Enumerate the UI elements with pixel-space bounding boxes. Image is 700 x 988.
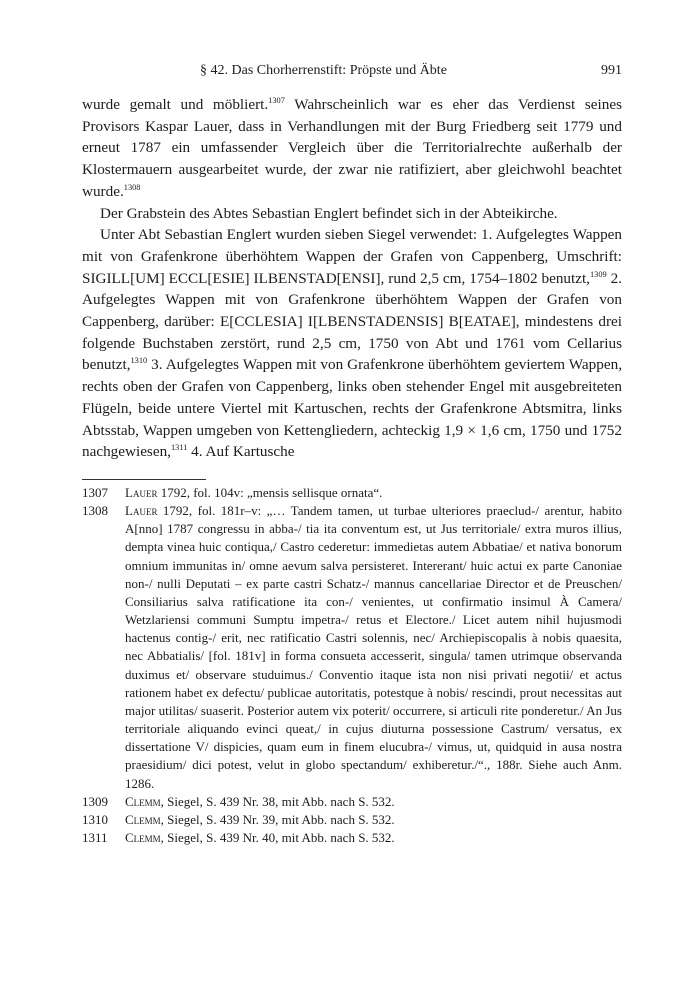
footnote-number: 1307 [82, 485, 108, 500]
text-run: 4. Auf Kartusche [187, 443, 295, 461]
footnote-number: 1311 [82, 829, 108, 845]
footnote-number: 1308 [82, 503, 108, 519]
footnote-author: Lauer [125, 485, 158, 500]
footnote [82, 793, 622, 811]
footnote-author: Lauer [125, 503, 158, 519]
footnote-author: Clemm [125, 811, 161, 827]
footnote [82, 484, 622, 502]
footnote-ref: 1309 [589, 269, 607, 279]
text-run: wurde gemalt und möbliert. [82, 96, 269, 113]
footnote-number: 1310 [82, 811, 108, 827]
footnote-text: , Siegel, S. 439 Nr. 40, mit Abb. nach S. 532. [160, 829, 395, 845]
footnote [82, 829, 622, 847]
running-title: § 42. Das Chorherrenstift: Pröpste und Äbte [200, 63, 447, 78]
page-number: 991 [601, 63, 622, 78]
text-run: 3. Aufgelegtes Wappen mit von Grafenkrone überhöhtem geviertem Wappen, rechts oben der Grafen von Cappenberg, links oben stehender Engel mit ausgebreiteten Flügeln, beide untere Viertel mit Kartuschen, rechts der Grafenkrone Abtsmitra, links Abtsstab, Wappen umgeben von Kettengliedern, achteckig 1,9 × 1,6 cm, 1750 und 1752 nachgewiesen, [82, 356, 622, 461]
paragraph [82, 94, 622, 203]
footnote-text: 1792, fol. 104v: „mensis sellisque ornata“. [157, 485, 383, 500]
footnote-ref: 1307 [268, 95, 285, 105]
text-run: Unter Abt Sebastian Englert wurden sieben Siegel verwendet: 1. Aufgelegtes Wappen mit von Grafenkrone überhöhtem Wappen der Grafen von Cappenberg, Umschrift: SIGILL[UM] ECCL[ESIE] ILBENSTAD[ENSI], rund 2,5 cm, 1754–1802 benutzt, [82, 226, 622, 287]
footnote-author: Clemm [125, 793, 161, 809]
footnotes [82, 484, 622, 847]
footnote-number: 1309 [82, 793, 108, 809]
footnote-ref: 1308 [123, 182, 141, 192]
footnote-text: , Siegel, S. 439 Nr. 39, mit Abb. nach S. 532. [160, 811, 395, 827]
running-header [82, 62, 622, 80]
footnote-text: , Siegel, S. 439 Nr. 38, mit Abb. nach S. 532. [160, 793, 395, 809]
footnote [82, 502, 622, 793]
paragraph [82, 224, 622, 463]
paragraph: Der Grabstein des Abtes Sebastian Englert befindet sich in der Abteikirche. [100, 204, 558, 222]
footnote-author: Clemm [125, 829, 161, 845]
text-run: 2. Aufgelegtes Wappen mit von Grafenkrone überhöhtem Wappen der Grafen von Cappenberg, darüber: E[CCLESIA] I[LBENSTADENSIS] B[EATAE], mindestens drei folgende Buchstaben zerstört, rund 2,5 cm, 1750 von Abt und 1761 vom Cellarius benutzt, [82, 269, 622, 374]
footnote-ref: 1311 [170, 443, 188, 453]
footnote [82, 811, 622, 829]
footnote-text: 1792, fol. 181r–v: „… Tandem tamen, ut turbae ulteriores praeclud-/ arentur, habito A[nno] 1787 congressu in abba-/ tia ita conventum est, ut Jus territoriale/ extra muros illius, dempta vinea huic contiqua,/ Castro cederetur: immedietas autem Abbatiae/ et nativa bonorum omnium immunitas in/ omne aevum salva persisteret. Intererant/ huic actui ex parte Canoniae non-/ nulli Deputati – ex parte castri Schatz-/ mannus cancellariae Director et de Preuschen/ Consiliarius salva ratificatione ita con-/ venientes, ut confirmatio insimul À Camera/ Wetzlariensi communi Sumptu impetra-/ retus et Electore./ Licet autem nihil hujusmodi hactenus contig-/ erit, nec ratificatio Castri solennis, nec/ Archiepiscopalis à nobis quaesita, nec Abbatialis/ [fol. 181v] in forma consueta accesserit, singula/ tamen utrimque observanda duximus et/ observare studuimus./ Conventio itaque ista non nisi privati negotii/ et actus rationem habet ex defectu/ publicae autoritatis, potestque à nobis/ rescindi, prout necessitas aut major utilitas/ suaserit. Posterior autem vix poterit/ occurrere, si articuli rite ponderetur./ An Jus territoriale aliquando evinci queat,/ in cujus diuturna possessione Castrum/ versatus, ex dissertatione V/ dispicies, quam eum in finem elucubra-/ vimus, ut, quidquid in ausa nostra praesidium/ dici potest, velut in globo spectandum/ exhiberetur./“., 188r. Siehe auch Anm. 1286. [125, 503, 622, 791]
footnote-ref: 1310 [130, 356, 148, 366]
footnote-divider [82, 479, 206, 480]
main-text [82, 94, 622, 463]
text-run: Wahrscheinlich war es eher das Verdienst seines Provisors Kaspar Lauer, dass in Verhandlungen mit der Burg Friedberg seit 1779 und erneut 1787 ein umfassender Vergleich über die Territorialrechte außerhalb der Klostermauern ausgearbeitet wurde, der zwar nie ratifiziert, aber gleichwohl beachtet wurde. [82, 96, 622, 200]
